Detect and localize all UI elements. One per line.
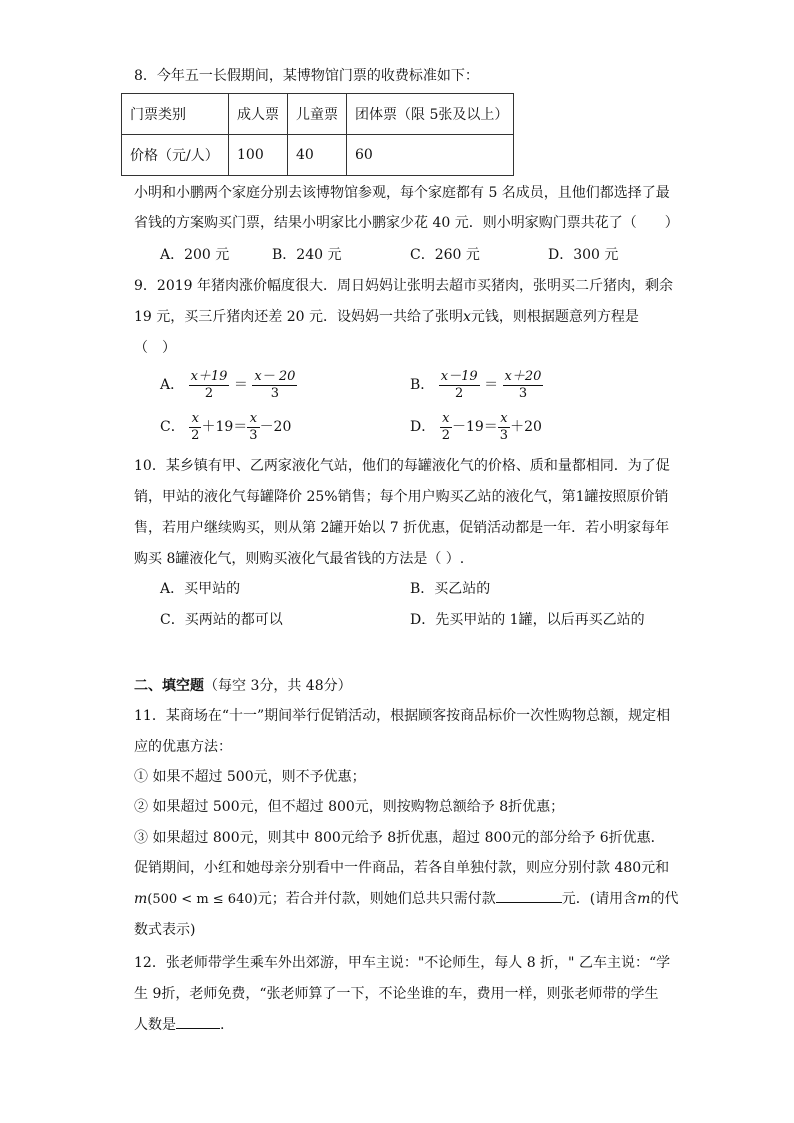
expression-tail: －20 bbox=[259, 419, 292, 435]
q12-line1: 12．张老师带学生乘车外出郊游，甲车主说："不论师生，每人 8 折，" 乙车主说：“学 bbox=[134, 955, 671, 971]
table-cell: 100 bbox=[229, 135, 288, 176]
q9-option-c bbox=[160, 408, 291, 446]
option-label: D． bbox=[410, 419, 436, 435]
equals-sign: ＝ bbox=[233, 377, 248, 393]
q8-stem: 8．今年五一长假期间，某博物馆门票的收费标准如下： bbox=[134, 68, 479, 84]
answer-blank[interactable] bbox=[176, 1028, 220, 1029]
numerator: x bbox=[189, 411, 201, 428]
fraction bbox=[189, 411, 201, 444]
table-row bbox=[122, 135, 514, 176]
denominator: 3 bbox=[518, 385, 528, 401]
q10-line1: 10．某乡镇有甲、乙两家液化气站，他们的每罐液化气的价格、质和量都相同．为了促 bbox=[134, 458, 670, 474]
denominator: 2 bbox=[441, 427, 450, 443]
q10-option-b: B．买乙站的 bbox=[410, 581, 491, 597]
fraction bbox=[189, 369, 230, 402]
section-title: 二、填空题 bbox=[134, 678, 204, 694]
option-label: C． bbox=[160, 419, 185, 435]
q11-line7 bbox=[134, 889, 678, 910]
denominator: 2 bbox=[191, 427, 200, 443]
q10-line2: 销，甲站的液化气每罐降价 25%销售；每个用户购买乙站的液化气，第1罐按照原价销 bbox=[134, 489, 669, 505]
denominator: 3 bbox=[249, 427, 258, 443]
q11-line6: 促销期间，小红和她母亲分别看中一件商品，若各自单独付款，则应分别付款 480元和 bbox=[134, 860, 670, 876]
numerator: x bbox=[440, 411, 452, 428]
q11-variable-m: m bbox=[134, 891, 148, 907]
q8-option-c: C．260 元 bbox=[410, 247, 480, 263]
q9-variable-x: x bbox=[462, 309, 471, 325]
denominator: 3 bbox=[270, 385, 279, 401]
q11-rule1: ① 如果不超过 500元，则不予优惠； bbox=[134, 769, 366, 785]
q9-paren: （ ） bbox=[134, 340, 176, 356]
q9-line2-text-b: 元钱，则根据题意列方程是 bbox=[470, 309, 639, 325]
q11-line7-text: 元；若合并付款，则她们总共只需付款 bbox=[257, 891, 496, 907]
q8-option-a: A．200 元 bbox=[160, 247, 230, 263]
fraction bbox=[439, 369, 480, 402]
denominator: 2 bbox=[455, 385, 464, 401]
expression-tail: ＋20 bbox=[510, 419, 542, 435]
fraction bbox=[498, 411, 510, 444]
table-row bbox=[122, 94, 514, 135]
q9-option-b bbox=[410, 366, 543, 404]
q9-line1: 9．2019 年猪肉涨价幅度很大．周日妈妈让张明去超市买猪肉，张明买二斤猪肉，剩余 bbox=[134, 278, 673, 294]
q10-line3: 售，若用户继续购买，则从第 2罐开始以 7 折优惠，促销活动都是一年．若小明家每年 bbox=[134, 520, 670, 536]
expression-middle: －19＝ bbox=[451, 419, 498, 435]
q12-line3-end: . bbox=[220, 1017, 225, 1033]
q11-variable-m2: m bbox=[637, 891, 651, 907]
q9-line2 bbox=[134, 307, 639, 327]
numerator: x＋19 bbox=[190, 368, 228, 384]
table-cell: 团体票（限 5张及以上） bbox=[347, 94, 514, 135]
q12-line3-text: 人数是 bbox=[134, 1017, 176, 1033]
table-cell: 成人票 bbox=[229, 94, 288, 135]
q11-line7-text-c: 元．(请用含 bbox=[561, 891, 638, 907]
numerator: x＋20 bbox=[504, 368, 542, 384]
option-label: A． bbox=[160, 377, 185, 393]
section-heading bbox=[134, 676, 352, 696]
q12-line2: 生 9折，老师免费，“张老师算了一下，不论坐谁的车，费用一样，则张老师带的学生 bbox=[134, 986, 659, 1002]
q8-option-d: D．300 元 bbox=[548, 247, 619, 263]
q12-line3 bbox=[134, 1015, 224, 1035]
q10-option-c: C．买两站的都可以 bbox=[160, 612, 283, 628]
section-note: （每空 3分，共 48分） bbox=[204, 678, 352, 694]
q11-range: (500 < m ≤ 640) bbox=[147, 892, 258, 907]
q8-option-b: B．240 元 bbox=[272, 247, 342, 263]
equals-sign: ＝ bbox=[484, 377, 499, 393]
numerator: x bbox=[247, 411, 259, 428]
fraction bbox=[247, 411, 259, 444]
q8-body-line1: 小明和小鹏两个家庭分别去该博物馆参观，每个家庭都有 5 名成员，且他们都选择了最 bbox=[134, 185, 670, 201]
q11-line8: 数式表示) bbox=[134, 922, 196, 938]
expression-middle: ＋19＝ bbox=[201, 419, 248, 435]
answer-blank[interactable] bbox=[496, 902, 562, 903]
table-cell: 价格（元/人） bbox=[122, 135, 229, 176]
fraction bbox=[503, 369, 544, 402]
numerator: x－ 20 bbox=[254, 368, 296, 384]
q11-line7-text-d: 的代 bbox=[650, 891, 679, 907]
q11-rule3: ③ 如果超过 800元，则其中 800元给予 8折优惠，超过 800元的部分给予 6折优惠． bbox=[134, 830, 665, 846]
denominator: 2 bbox=[204, 385, 214, 401]
numerator: x bbox=[498, 411, 510, 428]
q9-line2-text-a: 19 元，买三斤猪肉还差 20 元．设妈妈一共给了张明 bbox=[134, 309, 463, 325]
ticket-price-table bbox=[121, 93, 514, 176]
fraction bbox=[440, 411, 452, 444]
q9-option-d bbox=[410, 408, 542, 446]
q10-line4: 购买 8罐液化气，则购买液化气最省钱的方法是（ ）. bbox=[134, 551, 465, 567]
denominator: 3 bbox=[499, 427, 509, 443]
q8-body-line2: 省钱的方案购买门票，结果小明家比小鹏家少花 40 元．则小明家购门票共花了（ ） bbox=[134, 215, 679, 231]
q11-rule2: ② 如果超过 500元，但不超过 800元，则按购物总额给予 8折优惠； bbox=[134, 799, 565, 815]
table-cell: 40 bbox=[288, 135, 347, 176]
table-cell: 儿童票 bbox=[288, 94, 347, 135]
q10-option-d: D．先买甲站的 1罐，以后再买乙站的 bbox=[410, 612, 645, 628]
option-label: B． bbox=[410, 377, 435, 393]
q9-option-a bbox=[160, 366, 297, 404]
q11-line2: 应的优惠方法： bbox=[134, 739, 232, 755]
numerator: x－19 bbox=[440, 368, 478, 384]
q11-line1: 11．某商场在“十一”期间举行促销活动，根据顾客按商品标价一次性购物总额，规定相 bbox=[134, 708, 671, 724]
table-cell: 门票类别 bbox=[122, 94, 229, 135]
fraction bbox=[252, 369, 297, 402]
q10-option-a: A．买甲站的 bbox=[160, 581, 241, 597]
table-cell: 60 bbox=[347, 135, 514, 176]
